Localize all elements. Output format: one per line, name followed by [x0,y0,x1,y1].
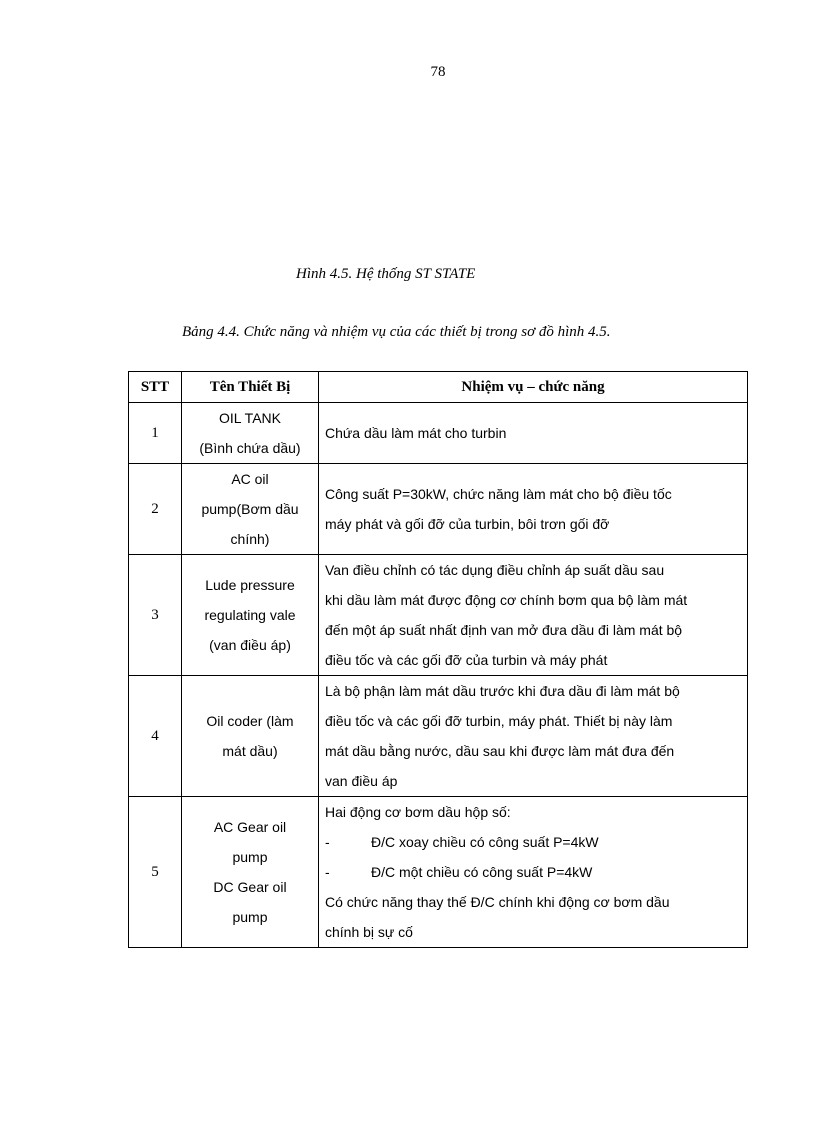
duty-line: khi dầu làm mát được động cơ chính bơm qua bộ làm mát [325,592,688,608]
row-device [182,797,319,948]
duty-line: đến một áp suất nhất định van mở đưa dầu đi làm mát bộ [325,622,683,638]
row-device [182,464,319,555]
row-stt: 3 [129,555,182,676]
row-duty [319,555,748,676]
table-row [129,676,748,797]
header-stt: STT [129,372,182,403]
bullet-dash: - [325,864,330,880]
duty-line: máy phát và gối đỡ của turbin, bôi trơn gối đỡ [325,516,610,532]
header-device: Tên Thiết Bị [182,372,319,403]
bullet-item [325,857,741,887]
table-row [129,555,748,676]
duty-line: van điều áp [325,773,398,789]
device-line: OIL TANK [219,410,281,426]
device-line: pump(Bơm dầu [201,501,299,517]
row-device [182,555,319,676]
row-device [182,676,319,797]
row-stt: 4 [129,676,182,797]
table-row [129,464,748,555]
device-line: DC Gear oil [213,879,287,895]
row-duty [319,797,748,948]
device-line: chính) [230,531,270,547]
device-line: mát dầu) [222,743,278,759]
table-row [129,797,748,948]
table-header-row [129,372,748,403]
page-number: 78 [430,64,446,80]
row-duty [319,676,748,797]
device-line: (Bình chứa dầu) [199,440,301,456]
row-stt: 5 [129,797,182,948]
table-caption: Bảng 4.4. Chức năng và nhiệm vụ của các thiết bị trong sơ đồ hình 4.5. [182,324,611,340]
duty-line: điều tốc và các gối đỡ turbin, máy phát. Thiết bị này làm [325,713,673,729]
device-line: Oil coder (làm [206,713,294,729]
duty-line: Có chức năng thay thế Đ/C chính khi động cơ bơm dầu [325,894,670,910]
duty-line: Hai động cơ bơm dầu hộp số: [325,804,511,820]
device-line: Lude pressure [205,577,295,593]
bullet-text: Đ/C một chiều có công suất P=4kW [371,864,593,880]
duty-line: điều tốc và các gối đỡ của turbin và máy phát [325,652,608,668]
row-device [182,403,319,464]
table-row [129,403,748,464]
duty-line: Công suất P=30kW, chức năng làm mát cho bộ điều tốc [325,486,672,502]
duty-line: Van điều chỉnh có tác dụng điều chỉnh áp suất dầu sau [325,562,665,578]
device-line: pump [232,909,268,925]
device-line: pump [232,849,268,865]
header-duty: Nhiệm vụ – chức năng [319,372,748,403]
figure-caption: Hình 4.5. Hệ thống ST STATE [296,266,476,282]
device-line: (van điều áp) [209,637,291,653]
device-function-table [128,371,748,948]
row-stt: 2 [129,464,182,555]
duty-line: chính bị sự cố [325,924,413,940]
device-line: AC Gear oil [213,819,287,835]
duty-line: mát dầu bằng nước, dầu sau khi được làm mát đưa đến [325,743,675,759]
row-duty [319,403,748,464]
duty-line: Chứa dầu làm mát cho turbin [325,425,507,441]
row-stt: 1 [129,403,182,464]
row-duty [319,464,748,555]
bullet-text: Đ/C xoay chiều có công suất P=4kW [371,834,599,850]
device-line: AC oil [231,471,269,487]
bullet-dash: - [325,834,330,850]
bullet-item [325,827,741,857]
device-line: regulating vale [204,607,296,623]
duty-line: Là bộ phận làm mát dầu trước khi đưa dầu đi làm mát bộ [325,683,680,699]
